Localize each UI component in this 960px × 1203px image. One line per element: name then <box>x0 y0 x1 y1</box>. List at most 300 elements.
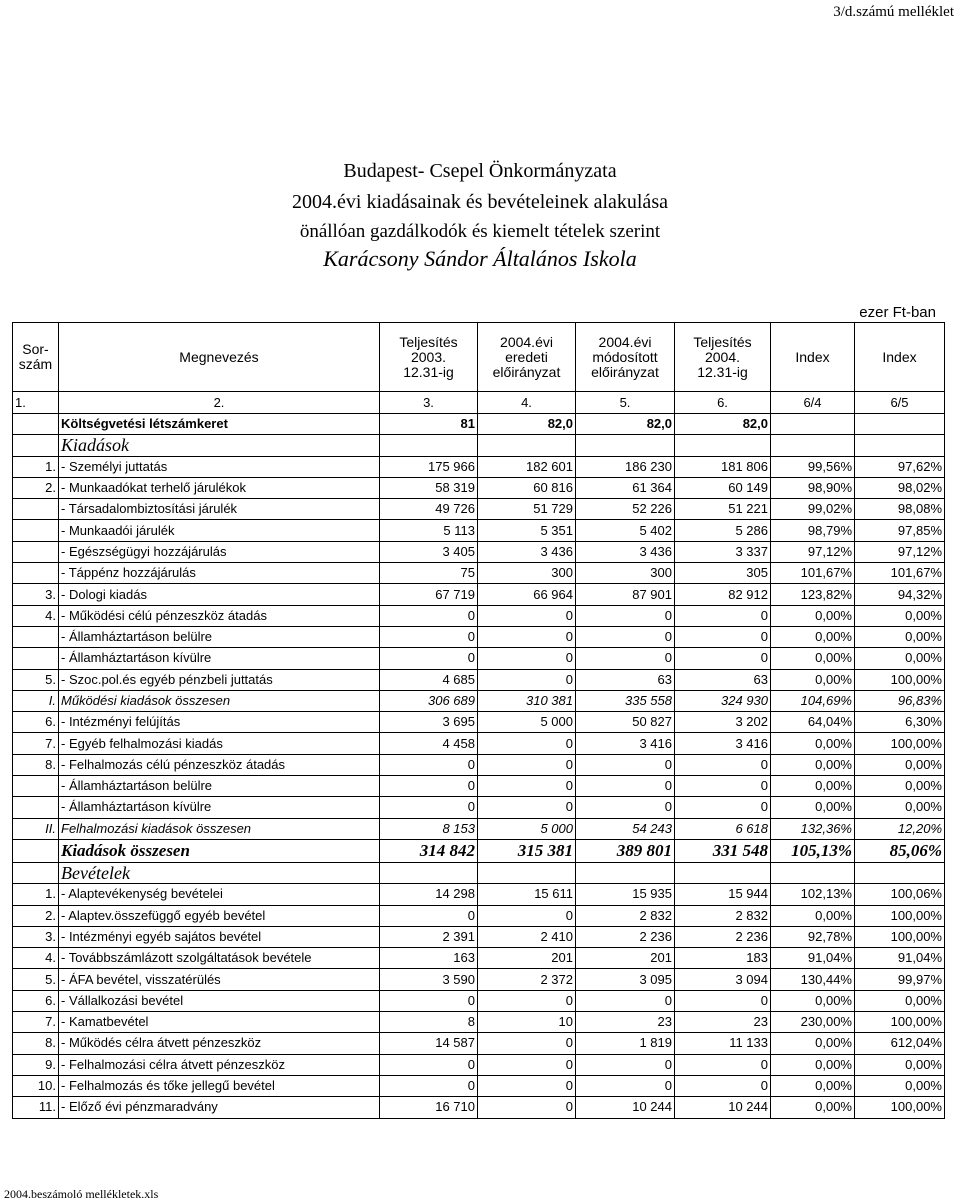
row-value: 5 286 <box>675 520 771 541</box>
row-value: 1 819 <box>576 1033 675 1054</box>
row-value: 0 <box>675 797 771 818</box>
row-value: 6 618 <box>675 818 771 839</box>
row-label: - Előző évi pénzmaradvány <box>59 1097 380 1118</box>
row-value: 0 <box>380 905 478 926</box>
row-value: 10 244 <box>675 1097 771 1118</box>
table-row <box>13 605 945 626</box>
row-value: 12,20% <box>855 818 945 839</box>
row-value: 94,32% <box>855 584 945 605</box>
table-row <box>13 776 945 797</box>
row-value: 61 364 <box>576 477 675 498</box>
column-number: 5. <box>576 392 675 414</box>
row-value: 0 <box>478 733 576 754</box>
row-value: 0 <box>478 990 576 1011</box>
row-value: 132,36% <box>771 818 855 839</box>
row-label: - Munkaadókat terhelő járulékok <box>59 477 380 498</box>
header-col4: 2004.évi eredeti előirányzat <box>478 323 576 392</box>
row-value: 310 381 <box>478 690 576 711</box>
row-value: 0 <box>576 1054 675 1075</box>
row-number: II. <box>13 818 59 839</box>
row-number <box>13 797 59 818</box>
section-title: Kiadások <box>59 435 380 456</box>
row-value: 0 <box>478 1097 576 1118</box>
row-value: 0 <box>380 1054 478 1075</box>
table-row <box>13 733 945 754</box>
row-number: I. <box>13 690 59 711</box>
row-label: - Működési célú pénzeszköz átadás <box>59 605 380 626</box>
row-value: 314 842 <box>380 839 478 862</box>
table-row <box>13 905 945 926</box>
row-label: - Egyéb felhalmozási kiadás <box>59 733 380 754</box>
row-value: 60 816 <box>478 477 576 498</box>
column-number: 3. <box>380 392 478 414</box>
row-number <box>13 776 59 797</box>
row-value: 0,00% <box>855 1075 945 1096</box>
table-row <box>13 797 945 818</box>
table-row <box>13 1075 945 1096</box>
row-value: 0 <box>675 626 771 647</box>
row-value: 49 726 <box>380 499 478 520</box>
column-number-row <box>13 392 945 414</box>
row-value <box>675 435 771 456</box>
row-value: 101,67% <box>855 563 945 584</box>
row-value: 98,08% <box>855 499 945 520</box>
row-value: 10 244 <box>576 1097 675 1118</box>
row-value: 2 372 <box>478 969 576 990</box>
row-value: 3 590 <box>380 969 478 990</box>
table-row <box>13 1097 945 1118</box>
row-value: 0 <box>380 648 478 669</box>
table-row <box>13 648 945 669</box>
row-value: 0,00% <box>855 1054 945 1075</box>
row-number: 4. <box>13 605 59 626</box>
column-number: 6/5 <box>855 392 945 414</box>
row-value: 0 <box>576 626 675 647</box>
row-number: 7. <box>13 733 59 754</box>
row-value: 3 436 <box>576 541 675 562</box>
row-value: 181 806 <box>675 456 771 477</box>
row-number: 2. <box>13 477 59 498</box>
row-value: 0,00% <box>771 1075 855 1096</box>
header-col8: Index <box>855 323 945 392</box>
row-value: 0,00% <box>771 605 855 626</box>
row-number <box>13 499 59 520</box>
table-row <box>13 626 945 647</box>
header-col6: Teljesítés 2004. 12.31-ig <box>675 323 771 392</box>
row-value: 60 149 <box>675 477 771 498</box>
row-value: 99,02% <box>771 499 855 520</box>
table-row <box>13 477 945 498</box>
row-number <box>13 862 59 883</box>
row-number: 4. <box>13 948 59 969</box>
row-value: 0,00% <box>855 797 945 818</box>
column-number: 6. <box>675 392 771 414</box>
row-value: 0 <box>576 776 675 797</box>
row-value: 104,69% <box>771 690 855 711</box>
column-number: 6/4 <box>771 392 855 414</box>
row-value: 85,06% <box>855 839 945 862</box>
row-number <box>13 414 59 435</box>
row-number: 3. <box>13 584 59 605</box>
row-label: - Táppénz hozzájárulás <box>59 563 380 584</box>
row-label: - Alaptev.összefüggő egyéb bevétel <box>59 905 380 926</box>
row-value: 163 <box>380 948 478 969</box>
row-value: 0 <box>478 776 576 797</box>
row-label: Felhalmozási kiadások összesen <box>59 818 380 839</box>
row-value: 0 <box>380 626 478 647</box>
row-value: 201 <box>478 948 576 969</box>
row-value: 51 221 <box>675 499 771 520</box>
row-value: 3 416 <box>675 733 771 754</box>
row-value: 0 <box>576 1075 675 1096</box>
row-label: - Alaptevékenység bevételei <box>59 884 380 905</box>
row-value: 97,62% <box>855 456 945 477</box>
row-value: 91,04% <box>771 948 855 969</box>
row-value: 5 113 <box>380 520 478 541</box>
row-number: 9. <box>13 1054 59 1075</box>
title-report: 2004.évi kiadásainak és bevételeinek alakulása <box>292 191 668 213</box>
title-subtitle: önállóan gazdálkodók és kiemelt tételek szerint <box>299 221 661 242</box>
row-value: 0,00% <box>771 1054 855 1075</box>
row-value: 75 <box>380 563 478 584</box>
row-value: 2 391 <box>380 926 478 947</box>
row-value: 0,00% <box>771 669 855 690</box>
header-col5: 2004.évi módosított előirányzat <box>576 323 675 392</box>
row-value: 0 <box>478 1033 576 1054</box>
row-value: 182 601 <box>478 456 576 477</box>
row-value <box>478 435 576 456</box>
row-value: 5 000 <box>478 712 576 733</box>
row-value: 305 <box>675 563 771 584</box>
row-value: 335 558 <box>576 690 675 711</box>
row-number <box>13 520 59 541</box>
row-value: 3 094 <box>675 969 771 990</box>
row-value: 100,00% <box>855 733 945 754</box>
column-number: 2. <box>59 392 380 414</box>
row-value: 16 710 <box>380 1097 478 1118</box>
table-row <box>13 584 945 605</box>
row-value: 98,90% <box>771 477 855 498</box>
row-number <box>13 435 59 456</box>
row-value: 201 <box>576 948 675 969</box>
column-number: 1. <box>13 392 59 414</box>
row-value: 98,79% <box>771 520 855 541</box>
row-value: 3 405 <box>380 541 478 562</box>
row-value: 6,30% <box>855 712 945 733</box>
row-number: 8. <box>13 1033 59 1054</box>
row-value: 14 587 <box>380 1033 478 1054</box>
header-sorszam: Sor- szám <box>13 323 59 392</box>
row-label: - Államháztartáson kívülre <box>59 797 380 818</box>
row-value: 2 832 <box>576 905 675 926</box>
row-value <box>478 862 576 883</box>
table-row <box>13 818 945 839</box>
row-value: 100,00% <box>855 905 945 926</box>
row-value: 186 230 <box>576 456 675 477</box>
row-number: 2. <box>13 905 59 926</box>
row-value: 230,00% <box>771 1012 855 1033</box>
row-value: 99,97% <box>855 969 945 990</box>
row-value: 4 685 <box>380 669 478 690</box>
row-value: 175 966 <box>380 456 478 477</box>
row-value: 0 <box>478 1054 576 1075</box>
section-expenses <box>13 435 945 456</box>
row-value: 331 548 <box>675 839 771 862</box>
row-value: 3 202 <box>675 712 771 733</box>
row-label: - Államháztartáson belülre <box>59 626 380 647</box>
row-value: 0,00% <box>855 754 945 775</box>
column-number: 4. <box>478 392 576 414</box>
row-value: 63 <box>675 669 771 690</box>
section-title: Bevételek <box>59 862 380 883</box>
row-value: 87 901 <box>576 584 675 605</box>
row-value <box>675 862 771 883</box>
row-value: 11 133 <box>675 1033 771 1054</box>
row-value: 0 <box>478 754 576 775</box>
row-value: 100,00% <box>855 1097 945 1118</box>
row-value: 0,00% <box>855 776 945 797</box>
table-row <box>13 563 945 584</box>
row-value: 306 689 <box>380 690 478 711</box>
row-value <box>855 862 945 883</box>
header-col3: Teljesítés 2003. 12.31-ig <box>380 323 478 392</box>
table-row <box>13 499 945 520</box>
row-value <box>771 435 855 456</box>
row-value: 0 <box>576 605 675 626</box>
row-value: 67 719 <box>380 584 478 605</box>
row-number: 6. <box>13 990 59 1011</box>
table-row <box>13 541 945 562</box>
row-number: 1. <box>13 884 59 905</box>
row-label: - Felhalmozás és tőke jellegű bevétel <box>59 1075 380 1096</box>
row-value: 0,00% <box>855 990 945 1011</box>
row-label: - Intézményi felújítás <box>59 712 380 733</box>
row-value: 92,78% <box>771 926 855 947</box>
row-value <box>771 414 855 435</box>
row-value: 0,00% <box>771 1033 855 1054</box>
table-row <box>13 456 945 477</box>
row-value: 2 410 <box>478 926 576 947</box>
row-value: 3 095 <box>576 969 675 990</box>
row-number: 6. <box>13 712 59 733</box>
row-value: 324 930 <box>675 690 771 711</box>
row-value: 5 000 <box>478 818 576 839</box>
row-value: 389 801 <box>576 839 675 862</box>
row-label: - Személyi juttatás <box>59 456 380 477</box>
headcount-row <box>13 414 945 435</box>
row-value: 97,12% <box>771 541 855 562</box>
row-value: 183 <box>675 948 771 969</box>
row-value: 0,00% <box>771 990 855 1011</box>
row-value: 100,00% <box>855 1012 945 1033</box>
row-value: 0 <box>675 605 771 626</box>
row-value <box>380 435 478 456</box>
header-megnevezes: Megnevezés <box>59 323 380 392</box>
row-label: - Intézményi egyéb sajátos bevétel <box>59 926 380 947</box>
header-row <box>13 323 945 392</box>
row-number: 5. <box>13 969 59 990</box>
row-value: 97,12% <box>855 541 945 562</box>
row-value: 15 611 <box>478 884 576 905</box>
row-number: 8. <box>13 754 59 775</box>
row-value: 82 912 <box>675 584 771 605</box>
row-value: 0 <box>675 990 771 1011</box>
row-value: 0 <box>380 754 478 775</box>
row-value: 612,04% <box>855 1033 945 1054</box>
row-value: 51 729 <box>478 499 576 520</box>
table-row <box>13 690 945 711</box>
row-label: - Szoc.pol.és egyéb pénzbeli juttatás <box>59 669 380 690</box>
row-value: 82,0 <box>478 414 576 435</box>
row-value: 58 319 <box>380 477 478 498</box>
row-value: 123,82% <box>771 584 855 605</box>
table-row <box>13 948 945 969</box>
row-value: 0 <box>576 990 675 1011</box>
row-number: 3. <box>13 926 59 947</box>
row-label: - Kamatbevétel <box>59 1012 380 1033</box>
row-value: 50 827 <box>576 712 675 733</box>
row-value: 8 153 <box>380 818 478 839</box>
row-label: Kiadások összesen <box>59 839 380 862</box>
row-value: 0,00% <box>771 1097 855 1118</box>
row-value: 5 351 <box>478 520 576 541</box>
row-value: 0 <box>478 905 576 926</box>
row-value: 105,13% <box>771 839 855 862</box>
row-number: 7. <box>13 1012 59 1033</box>
row-value: 0 <box>675 1054 771 1075</box>
row-value: 0,00% <box>771 754 855 775</box>
row-value: 0 <box>576 754 675 775</box>
row-label: - ÁFA bevétel, visszatérülés <box>59 969 380 990</box>
row-value: 0,00% <box>855 626 945 647</box>
row-value: 2 236 <box>675 926 771 947</box>
row-label: - Vállalkozási bevétel <box>59 990 380 1011</box>
row-value: 0 <box>478 669 576 690</box>
row-value: 2 236 <box>576 926 675 947</box>
row-value: 0,00% <box>771 733 855 754</box>
row-value: 52 226 <box>576 499 675 520</box>
title-institution: Karácsony Sándor Általános Iskola <box>323 246 637 271</box>
row-value: 82,0 <box>576 414 675 435</box>
row-value: 0 <box>380 1075 478 1096</box>
row-value: 0 <box>675 1075 771 1096</box>
row-label: - Államháztartáson belülre <box>59 776 380 797</box>
row-value: 102,13% <box>771 884 855 905</box>
row-value <box>576 435 675 456</box>
row-number <box>13 626 59 647</box>
row-value: 0 <box>478 626 576 647</box>
row-value: 3 337 <box>675 541 771 562</box>
row-value: 5 402 <box>576 520 675 541</box>
row-value: 15 944 <box>675 884 771 905</box>
row-number: 5. <box>13 669 59 690</box>
row-value: 3 436 <box>478 541 576 562</box>
row-value: 91,04% <box>855 948 945 969</box>
row-value: 10 <box>478 1012 576 1033</box>
row-label: - Működés célra átvett pénzeszköz <box>59 1033 380 1054</box>
table-row <box>13 1054 945 1075</box>
table-row <box>13 712 945 733</box>
row-label: - Továbbszámlázott szolgáltatások bevétele <box>59 948 380 969</box>
row-value <box>380 862 478 883</box>
row-value: 0,00% <box>771 626 855 647</box>
row-value <box>855 435 945 456</box>
row-value: 82,0 <box>675 414 771 435</box>
row-value: 0 <box>478 605 576 626</box>
table-row <box>13 990 945 1011</box>
row-value: 100,00% <box>855 926 945 947</box>
row-value: 98,02% <box>855 477 945 498</box>
row-value: 0,00% <box>855 605 945 626</box>
row-value: 300 <box>576 563 675 584</box>
row-value: 0 <box>380 605 478 626</box>
row-value: 100,06% <box>855 884 945 905</box>
row-value: 81 <box>380 414 478 435</box>
row-value: 0,00% <box>771 905 855 926</box>
row-number <box>13 648 59 669</box>
row-value: 4 458 <box>380 733 478 754</box>
table-row <box>13 884 945 905</box>
table-row <box>13 754 945 775</box>
row-value: 2 832 <box>675 905 771 926</box>
annex-label: 3/d.számú melléklet <box>833 4 954 20</box>
row-value: 0 <box>380 776 478 797</box>
row-value: 66 964 <box>478 584 576 605</box>
row-value: 23 <box>675 1012 771 1033</box>
row-value: 15 935 <box>576 884 675 905</box>
table-row <box>13 969 945 990</box>
row-label: Költségvetési létszámkeret <box>59 414 380 435</box>
row-value: 3 416 <box>576 733 675 754</box>
table-row <box>13 520 945 541</box>
row-value: 100,00% <box>855 669 945 690</box>
row-number: 1. <box>13 456 59 477</box>
row-value: 315 381 <box>478 839 576 862</box>
row-label: - Munkaadói járulék <box>59 520 380 541</box>
row-value: 0 <box>380 990 478 1011</box>
row-value <box>576 862 675 883</box>
table-row <box>13 669 945 690</box>
row-value: 0 <box>576 797 675 818</box>
row-label: - Egészségügyi hozzájárulás <box>59 541 380 562</box>
row-value <box>771 862 855 883</box>
row-number: 10. <box>13 1075 59 1096</box>
row-value: 54 243 <box>576 818 675 839</box>
title-municipality: Budapest- Csepel Önkormányzata <box>343 160 617 182</box>
row-value <box>855 414 945 435</box>
row-value: 101,67% <box>771 563 855 584</box>
row-value: 63 <box>576 669 675 690</box>
row-value: 97,85% <box>855 520 945 541</box>
row-value: 0,00% <box>771 797 855 818</box>
row-value: 0 <box>380 797 478 818</box>
table-row <box>13 1012 945 1033</box>
row-value: 8 <box>380 1012 478 1033</box>
total-expenses-row <box>13 839 945 862</box>
row-value: 14 298 <box>380 884 478 905</box>
row-value: 0 <box>478 1075 576 1096</box>
row-value: 0 <box>576 648 675 669</box>
row-value: 0 <box>675 776 771 797</box>
row-value: 300 <box>478 563 576 584</box>
row-value: 23 <box>576 1012 675 1033</box>
row-value: 0 <box>478 797 576 818</box>
row-value: 0,00% <box>771 776 855 797</box>
footer-filename: 2004.beszámoló mellékletek.xls <box>4 1187 159 1201</box>
row-value: 0 <box>675 648 771 669</box>
table-row <box>13 926 945 947</box>
row-value: 0,00% <box>771 648 855 669</box>
